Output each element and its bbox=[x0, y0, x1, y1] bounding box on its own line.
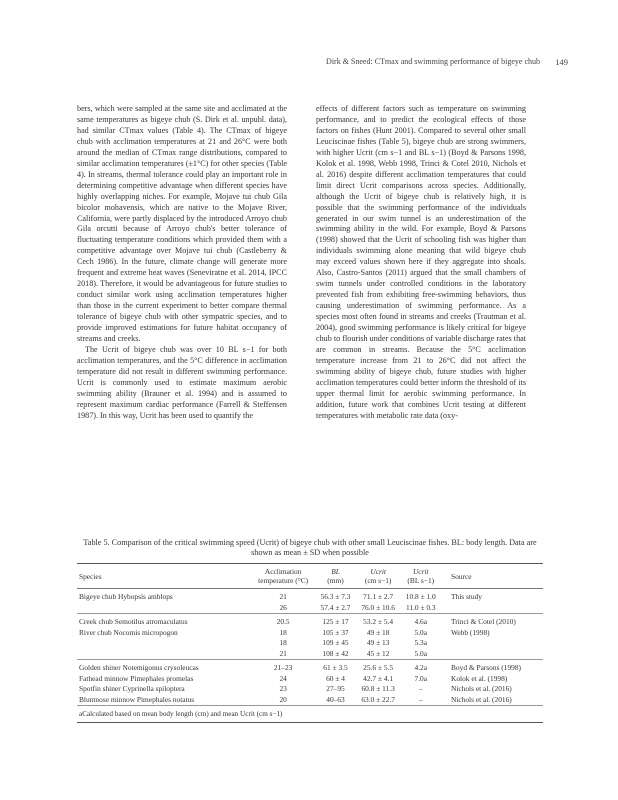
table-row bbox=[77, 628, 543, 639]
header-acclimation-line1: Acclimation bbox=[264, 567, 302, 576]
cell-source bbox=[441, 638, 543, 649]
cell-source: This study bbox=[451, 592, 483, 601]
header-ucrit-bl-line2: (BL s−1) bbox=[407, 576, 435, 585]
cell-temp: 18 bbox=[279, 627, 287, 637]
cell-ucrit-cm: 42.7 ± 4.1 bbox=[363, 673, 394, 683]
header-ucrit-bl-line1: Ucrit bbox=[412, 567, 429, 576]
running-head: Dirk & Sneed: CTmax and swimming performance of bigeye chub bbox=[326, 57, 540, 66]
right-column bbox=[316, 104, 526, 422]
cell-bl: 27–95 bbox=[326, 684, 345, 693]
cell-ucrit-cm: 45 ± 12 bbox=[366, 648, 390, 658]
table-row bbox=[77, 589, 543, 603]
header-acclimation bbox=[251, 564, 315, 589]
table-row bbox=[77, 674, 543, 685]
cell-species bbox=[77, 638, 251, 649]
cell-ucrit-bl: 11.0 ± 0.3 bbox=[405, 602, 436, 612]
cell-temp: 21 bbox=[279, 648, 287, 658]
cell-ucrit-bl: 5.0a bbox=[414, 648, 428, 658]
cell-bl: 108 ± 42 bbox=[322, 648, 349, 658]
header-bl-line1: BL bbox=[331, 567, 340, 576]
table-row bbox=[77, 638, 543, 649]
header-source-label: Source bbox=[451, 571, 472, 581]
table-footnote: aCalculated based on mean body length (cm) and mean Ucrit (cm s−1) bbox=[77, 706, 543, 723]
header-acclimation-line2: temperature (°C) bbox=[258, 576, 309, 585]
cell-bl: 105 ± 37 bbox=[322, 627, 349, 637]
cell-ucrit-cm: 49 ± 18 bbox=[366, 627, 390, 637]
table-row bbox=[77, 614, 543, 628]
cell-ucrit-bl: – bbox=[418, 684, 423, 693]
cell-source: Webb (1998) bbox=[451, 627, 490, 637]
table-footnote-row bbox=[77, 706, 543, 723]
right-paragraph-1: effects of different factors such as temperature on swimming performance, and to predict the ecological effects of those factors on fishes (Hunt 2001). Compared to several other small Leuciscinae fishes (Table 5), bigeye chub are strong swimmers, with higher Ucrit (cm s−1 and BL s−1) (Boyd & Parsons 1998, Kolok et al. 1998, Webb 1998, Trinci & Cotel 2010, Nichols et al. 2016) despite different acclimation temperatures that could limit direct Ucrit comparisons across species. Additionally, although the Ucrit of bigeye chub is relatively high, it is possible that the swimming performance of the individuals generated in our swim tunnel is an underestimation of the swimming ability in the wild. For example, Boyd & Parsons (1998) showed that the Ucrit of schooling fish was higher than individuals swimming alone meaning that wild bigeye chub may exceed values shown here if they aggregate into shoals. Also, Castro-Santos (2011) argued that the small chambers of swim tunnels under controlled conditions in the laboratory prevented fish from exhibiting free-swimming behaviors, thus causing underestimation of swimming performance. As a species most often found in streams and creeks (Trautman et al. 2004), good swimming performance is likely critical for bigeye chub to flourish under conditions of variable discharge rates that are common in streams. Because the 5°C acclimation temperature increase from 21 to 26°C did not affect the swimming ability of bigeye chub, future studies with higher acclimation temperatures could better inform the threshold of its upper thermal limit for aerobic swimming performance. In addition, future work that combines Ucrit testing at different temperatures with metabolic rate data (oxy- bbox=[316, 104, 526, 420]
page-number: 149 bbox=[555, 57, 568, 67]
cell-ucrit-bl: 5.0a bbox=[414, 627, 428, 637]
cell-ucrit-cm: 49 ± 13 bbox=[366, 638, 390, 647]
table-caption: Table 5. Comparison of the critical swimming speed (Ucrit) of bigeye chub with other small Leuciscinae fishes. BL: body length. Data are shown as mean ± SD when possible bbox=[83, 538, 537, 557]
cell-bl: 109 ± 45 bbox=[322, 638, 349, 647]
header-ucrit-cm-line2: (cm s−1) bbox=[364, 576, 392, 585]
cell-ucrit-bl: 5.3a bbox=[414, 638, 428, 647]
cell-source: Trinci & Cotel (2010) bbox=[441, 614, 543, 628]
header-source bbox=[441, 564, 543, 589]
cell-source bbox=[441, 603, 543, 614]
cell-temp: 21–23 bbox=[251, 660, 315, 674]
cell-ucrit-cm: 63.0 ± 22.7 bbox=[361, 694, 395, 704]
cell-bl: 125 ± 17 bbox=[315, 614, 355, 628]
cell-bl: 61 ± 3.5 bbox=[315, 660, 355, 674]
cell-species: Fathead minnow Pimephales promelas bbox=[79, 673, 194, 683]
cell-bl: 40–63 bbox=[326, 694, 345, 704]
cell-temp: 18 bbox=[279, 638, 287, 647]
cell-species: River chub Nocomis micropogon bbox=[79, 627, 178, 637]
table-row bbox=[77, 649, 543, 660]
cell-temp: 26 bbox=[279, 602, 287, 612]
cell-source: Nichols et al. (2016) bbox=[451, 684, 512, 693]
cell-ucrit-cm: 25.6 ± 5.5 bbox=[356, 660, 401, 674]
cell-source: Kolok et al. (1998) bbox=[451, 673, 508, 683]
header-bl bbox=[315, 564, 355, 589]
table-header-row bbox=[77, 564, 543, 589]
cell-ucrit-bl: 4.2a bbox=[401, 660, 441, 674]
cell-ucrit-cm: 60.8 ± 11.3 bbox=[361, 684, 395, 693]
table-row bbox=[77, 603, 543, 614]
cell-temp: 20 bbox=[279, 694, 287, 704]
cell-ucrit-bl: 7.0a bbox=[414, 673, 428, 683]
cell-bl: 57.4 ± 2.7 bbox=[320, 602, 351, 612]
cell-ucrit-bl: 10.8 ± 1.0 bbox=[405, 592, 436, 601]
cell-species: Bluntnose minnow Pimephales notatus bbox=[79, 694, 195, 704]
left-paragraph-1: bers, which were sampled at the same site and acclimated at the same temperatures as bigeye chub (S. Dirk et al. unpubl. data), had similar CTmax values (Table 4). The CTmax of bigeye chub with acclimation temperatures at 21 and 26°C were both around the median of CTmax range distributions, compared to similar acclimation temperatures (±1°C) for other species (Table 4). In streams, thermal tolerance could play an important role in determining competitive advantage when different species have highly overlapping niches. For example, Mojave tui chub Gila bicolor mohavensis, which are native to the Mojave River, California, were partly displaced by the introduced Arroyo chub Gila orcutti because of Arroyo chub's better tolerance of fluctuating temperature conditions which provided them with a competitive advantage over Mojave tui chub (Castleberry & Cech 1986). In the future, climate change will generate more frequent and extreme heat waves (Seneviratne et al. 2014, IPCC 2018). Therefore, it would be advantageous for future studies to conduct similar work using acclimation temperatures higher than those in the current experiment to better compare thermal tolerance of bigeye chub with other sympatric species, and to provide improved estimations for future habitat occupancy of streams and creeks. bbox=[77, 104, 287, 344]
left-paragraph-2: The Ucrit of bigeye chub was over 10 BL s−1 for both acclimation temperatures, and the 5°C difference in acclimation temperature did not result in different swimming performance. Ucrit is commonly used to estimate maximum aerobic swimming ability (Brauner et al. 1994) and is assumed to represent maximum cardiac performance (Farrell & Steffensen 1987). In this way, Ucrit has been used to quantify the bbox=[77, 344, 287, 420]
cell-ucrit-bl: 4.6a bbox=[401, 614, 441, 628]
cell-source: Boyd & Parsons (1998) bbox=[441, 660, 543, 674]
cell-temp: 21 bbox=[279, 592, 287, 601]
header-ucrit-cm-line1: Ucrit bbox=[370, 567, 386, 576]
header-species-label: Species bbox=[79, 571, 102, 581]
table-row bbox=[77, 695, 543, 706]
cell-species: Creek chub Semotilus atromaculatus bbox=[77, 614, 251, 628]
cell-bl: 60 ± 4 bbox=[326, 673, 345, 683]
cell-ucrit-cm: 53.2 ± 5.4 bbox=[356, 614, 401, 628]
header-ucrit-cm bbox=[356, 564, 401, 589]
cell-temp: 23 bbox=[279, 684, 287, 693]
header-species bbox=[77, 564, 251, 589]
cell-temp: 24 bbox=[279, 673, 287, 683]
cell-species: Golden shiner Notemigonus crysoleucas bbox=[77, 660, 251, 674]
header-ucrit-bl bbox=[401, 564, 441, 589]
cell-bl: 56.3 ± 7.3 bbox=[320, 592, 351, 601]
table-row bbox=[77, 684, 543, 695]
table-container bbox=[77, 563, 543, 723]
cell-species bbox=[77, 603, 251, 614]
table-row bbox=[77, 660, 543, 674]
table-body bbox=[77, 589, 543, 723]
cell-ucrit-cm: 76.0 ± 10.6 bbox=[361, 602, 395, 612]
cell-species bbox=[77, 649, 251, 660]
cell-temp: 20.5 bbox=[251, 614, 315, 628]
left-column bbox=[77, 104, 287, 422]
cell-species: Spotfin shiner Cyprinella spiloptera bbox=[79, 684, 185, 693]
cell-source bbox=[441, 649, 543, 660]
header-bl-line2: (mm) bbox=[327, 576, 344, 585]
cell-ucrit-cm: 71.1 ± 2.7 bbox=[363, 592, 394, 601]
cell-source: Nichols et al. (2016) bbox=[451, 694, 512, 704]
ucrit-comparison-table bbox=[77, 563, 543, 723]
cell-ucrit-bl: – bbox=[418, 694, 423, 704]
cell-species: Bigeye chub Hybopsis amblops bbox=[79, 592, 173, 601]
